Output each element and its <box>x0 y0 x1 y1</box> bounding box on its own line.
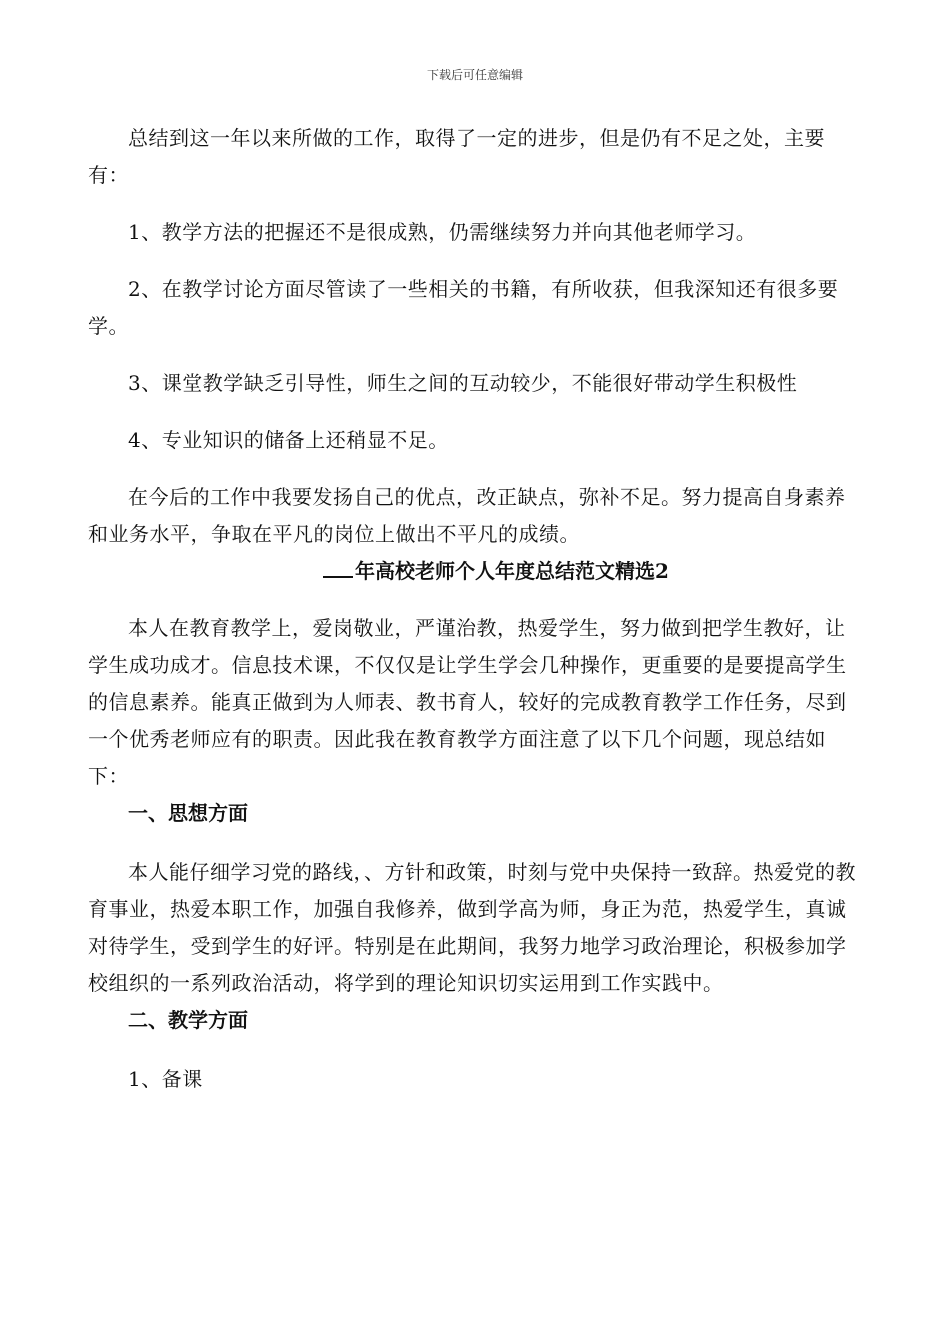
list-item-4: 4、专业知识的储备上还稍显不足。 <box>128 428 449 452</box>
title-blank-underline <box>323 558 353 578</box>
paragraph-summary: 总结到这一年以来所做的工作，取得了一定的进步，但是仍有不足之处，主要有： <box>88 126 825 187</box>
page-header: 下载后可任意编辑 <box>426 68 523 82</box>
heading-thought: 一、思想方面 <box>128 801 248 825</box>
section-title-text: 年高校老师个人年度总结范文精选2 <box>355 559 669 583</box>
list-item-1: 1、教学方法的把握还不是很成熟，仍需继续努力并向其他老师学习。 <box>128 220 757 244</box>
list-item-3: 3、课堂教学缺乏引导性，师生之间的互动较少，不能很好带动学生积极性 <box>128 371 798 395</box>
heading-teaching: 二、教学方面 <box>128 1008 248 1032</box>
paragraph-future: 在今后的工作中我要发扬自己的优点，改正缺点，弥补不足。努力提高自身素养和业务水平，争取在平凡的岗位上做出不平凡的成绩。 <box>88 485 846 546</box>
document-body <box>88 120 864 1098</box>
paragraph-thought: 本人能仔细学习党的路线，、方针和政策，时刻与党中央保持一致辞。热爱党的教育事业，热爱本职工作，加强自我修养，做到学高为师，身正为范，热爱学生，真诚对待学生，受到学生的好评。特别是在此期间，我努力地学习政治理论，积极参加学校组织的一系列政治活动，将学到的理论知识切实运用到工作实践中。 <box>88 860 856 995</box>
section-title <box>88 553 864 590</box>
paragraph-intro: 本人在教育教学上，爱岗敬业，严谨治教，热爱学生，努力做到把学生教好，让学生成功成才。信息技术课，不仅仅是让学生学会几种操作，更重要的是要提高学生的信息素养。能真正做到为人师表、教书育人，较好的完成教育教学工作任务，尽到一个优秀老师应有的职责。因此我在教育教学方面注意了以下几个问题，现总结如下： <box>88 616 847 788</box>
list-item-2: 2、在教学讨论方面尽管读了一些相关的书籍，有所收获，但我深知还有很多要学。 <box>88 277 839 338</box>
item-preparation: 1、备课 <box>128 1067 203 1091</box>
